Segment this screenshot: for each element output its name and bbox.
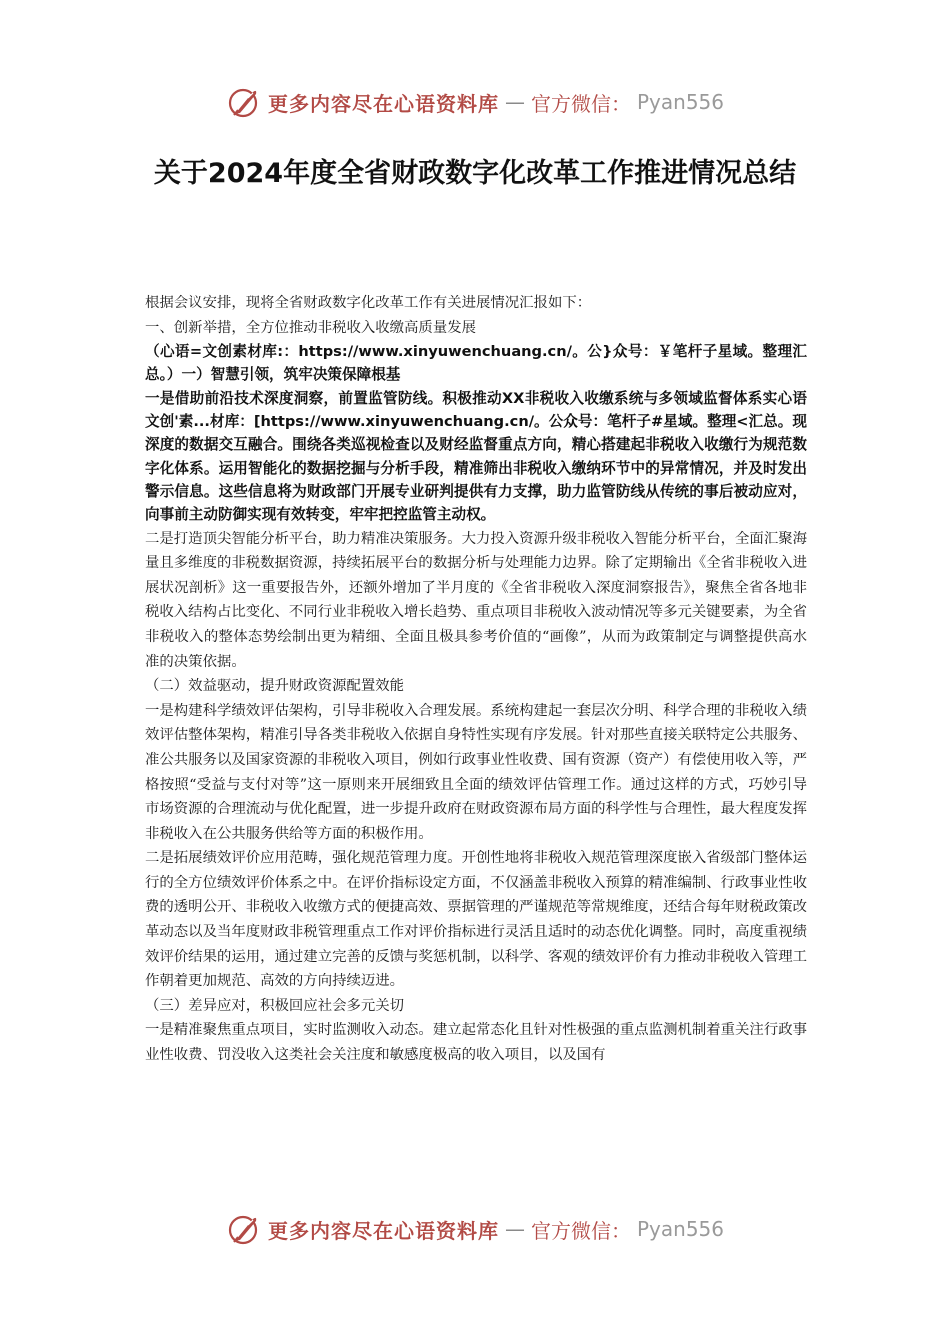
- paragraph-supervision: 一是借助前沿技术深度洞察，前置监管防线。积极推动XX非税收入收缴系统与多领域监督体系实心语文创'素...材库：[https://www.xinyuwenchuang.cn/。公众号：笔杆子#星域。整理<汇总。现深度的数据交互融合。围绕各类巡视检查以及财经监督重点方向，精心搭建起非税收入收缴行为规范数字化体系。运用智能化的数据挖掘与分析手段，精准筛出非税收入缴纳环节中的异常情况，并及时发出警示信息。这些信息将为财政部门开展专业研判提供有力支撑，助力监管防线从传统的事后被动应对，向事前主动防御实现有效转变，牢牢把控监管主动权。: [145, 389, 807, 524]
- quill-logo-icon: [226, 1211, 262, 1247]
- wechat-label: 官方微信：: [530, 1218, 631, 1243]
- site-name: 更多内容尽在心语资料库: [267, 1218, 499, 1243]
- quill-logo-icon: [226, 84, 262, 120]
- document-title: 关于2024年度全省财政数字化改革工作推进情况总结: [153, 158, 797, 189]
- separator: —: [504, 90, 525, 114]
- section-heading-1: 一、创新举措，全方位推动非税收入收缴高质量发展: [145, 319, 476, 336]
- wechat-id: Pyan556: [636, 90, 724, 114]
- paragraph-performance-framework: 一是构建科学绩效评估架构，引导非税收入合理发展。系统构建起一套层次分明、科学合理的非税收入绩效评估整体架构，精准引导各类非税收入依据自身特性实现有序发展。针对那些直接关联特定公共服务、准公共服务以及国家资源的非税收入项目，例如行政事业性收费、国有资源（资产）有偿使用收入等，严格按照“受益与支付对等”这一原则来开展细致且全面的绩效评估管理工作。通过这样的方式，巧妙引导市场资源的合理流动与优化配置，进一步提升政府在财政资源布局方面的科学性与合理性，最大程度发挥非税收入在公共服务供给等方面的积极作用。: [145, 702, 807, 842]
- site-name: 更多内容尽在心语资料库: [267, 91, 499, 116]
- watermark-subheading: （心语=文创素材库:：https://www.xinyuwenchuang.cn/。公}众号：￥笔杆子星域。整理汇总。）一）智慧引领，筑牢决策保障根基: [145, 343, 807, 384]
- subheading-differentiated: （三）差异应对，积极回应社会多元关切: [145, 997, 405, 1014]
- subheading-efficiency: （二）效益驱动，提升财政资源配置效能: [145, 678, 405, 695]
- intro-paragraph: 根据会议安排，现将全省财政数字化改革工作有关进展情况汇报如下：: [145, 295, 592, 311]
- paragraph-performance-evaluation: 二是拓展绩效评价应用范畴，强化规范管理力度。开创性地将非税收入规范管理深度嵌入省级部门整体运行的全方位绩效评价体系之中。在评价指标设定方面，不仅涵盖非税收入预算的精准编制、行政事业性收费的透明公开、非税收入收缴方式的便捷高效、票据管理的严谨规范等常规维度，还结合每年财税政策改革动态以及当年度财政非税管理重点工作对评价指标进行灵活且适时的动态优化调整。同时，高度重视绩效评价结果的运用，通过建立完善的反馈与奖惩机制，以科学、客观的绩效评价有力推动非税收入管理工作朝着更加规范、高效的方向持续迈进。: [145, 850, 807, 990]
- footer-banner: [0, 1207, 950, 1251]
- header-banner: [0, 80, 950, 124]
- separator: —: [504, 1217, 525, 1241]
- wechat-id: Pyan556: [636, 1217, 724, 1241]
- document-body: [145, 291, 807, 1068]
- paragraph-monitoring: 一是精准聚焦重点项目，实时监测收入动态。建立起常态化且针对性极强的重点监测机制着重关注行政事业性收费、罚没收入这类社会关注度和敏感度极高的收入项目，以及国有: [145, 1022, 807, 1064]
- wechat-label: 官方微信：: [530, 91, 631, 116]
- paragraph-analysis-platform: 二是打造顶尖智能分析平台，助力精准决策服务。大力投入资源升级非税收入智能分析平台，全面汇聚海量且多维度的非税数据资源，持续拓展平台的数据分析与处理能力边界。除了定期输出《全省非税收入进展状况剖析》这一重要报告外，还额外增加了半月度的《全省非税收入深度洞察报告》，聚焦全省各地非税收入结构占比变化、不同行业非税收入增长趋势、重点项目非税收入波动情况等多元关键要素，为全省非税收入的整体态势绘制出更为精细、全面且极具参考价值的“画像”，从而为政策制定与调整提供高水准的决策依据。: [145, 530, 807, 670]
